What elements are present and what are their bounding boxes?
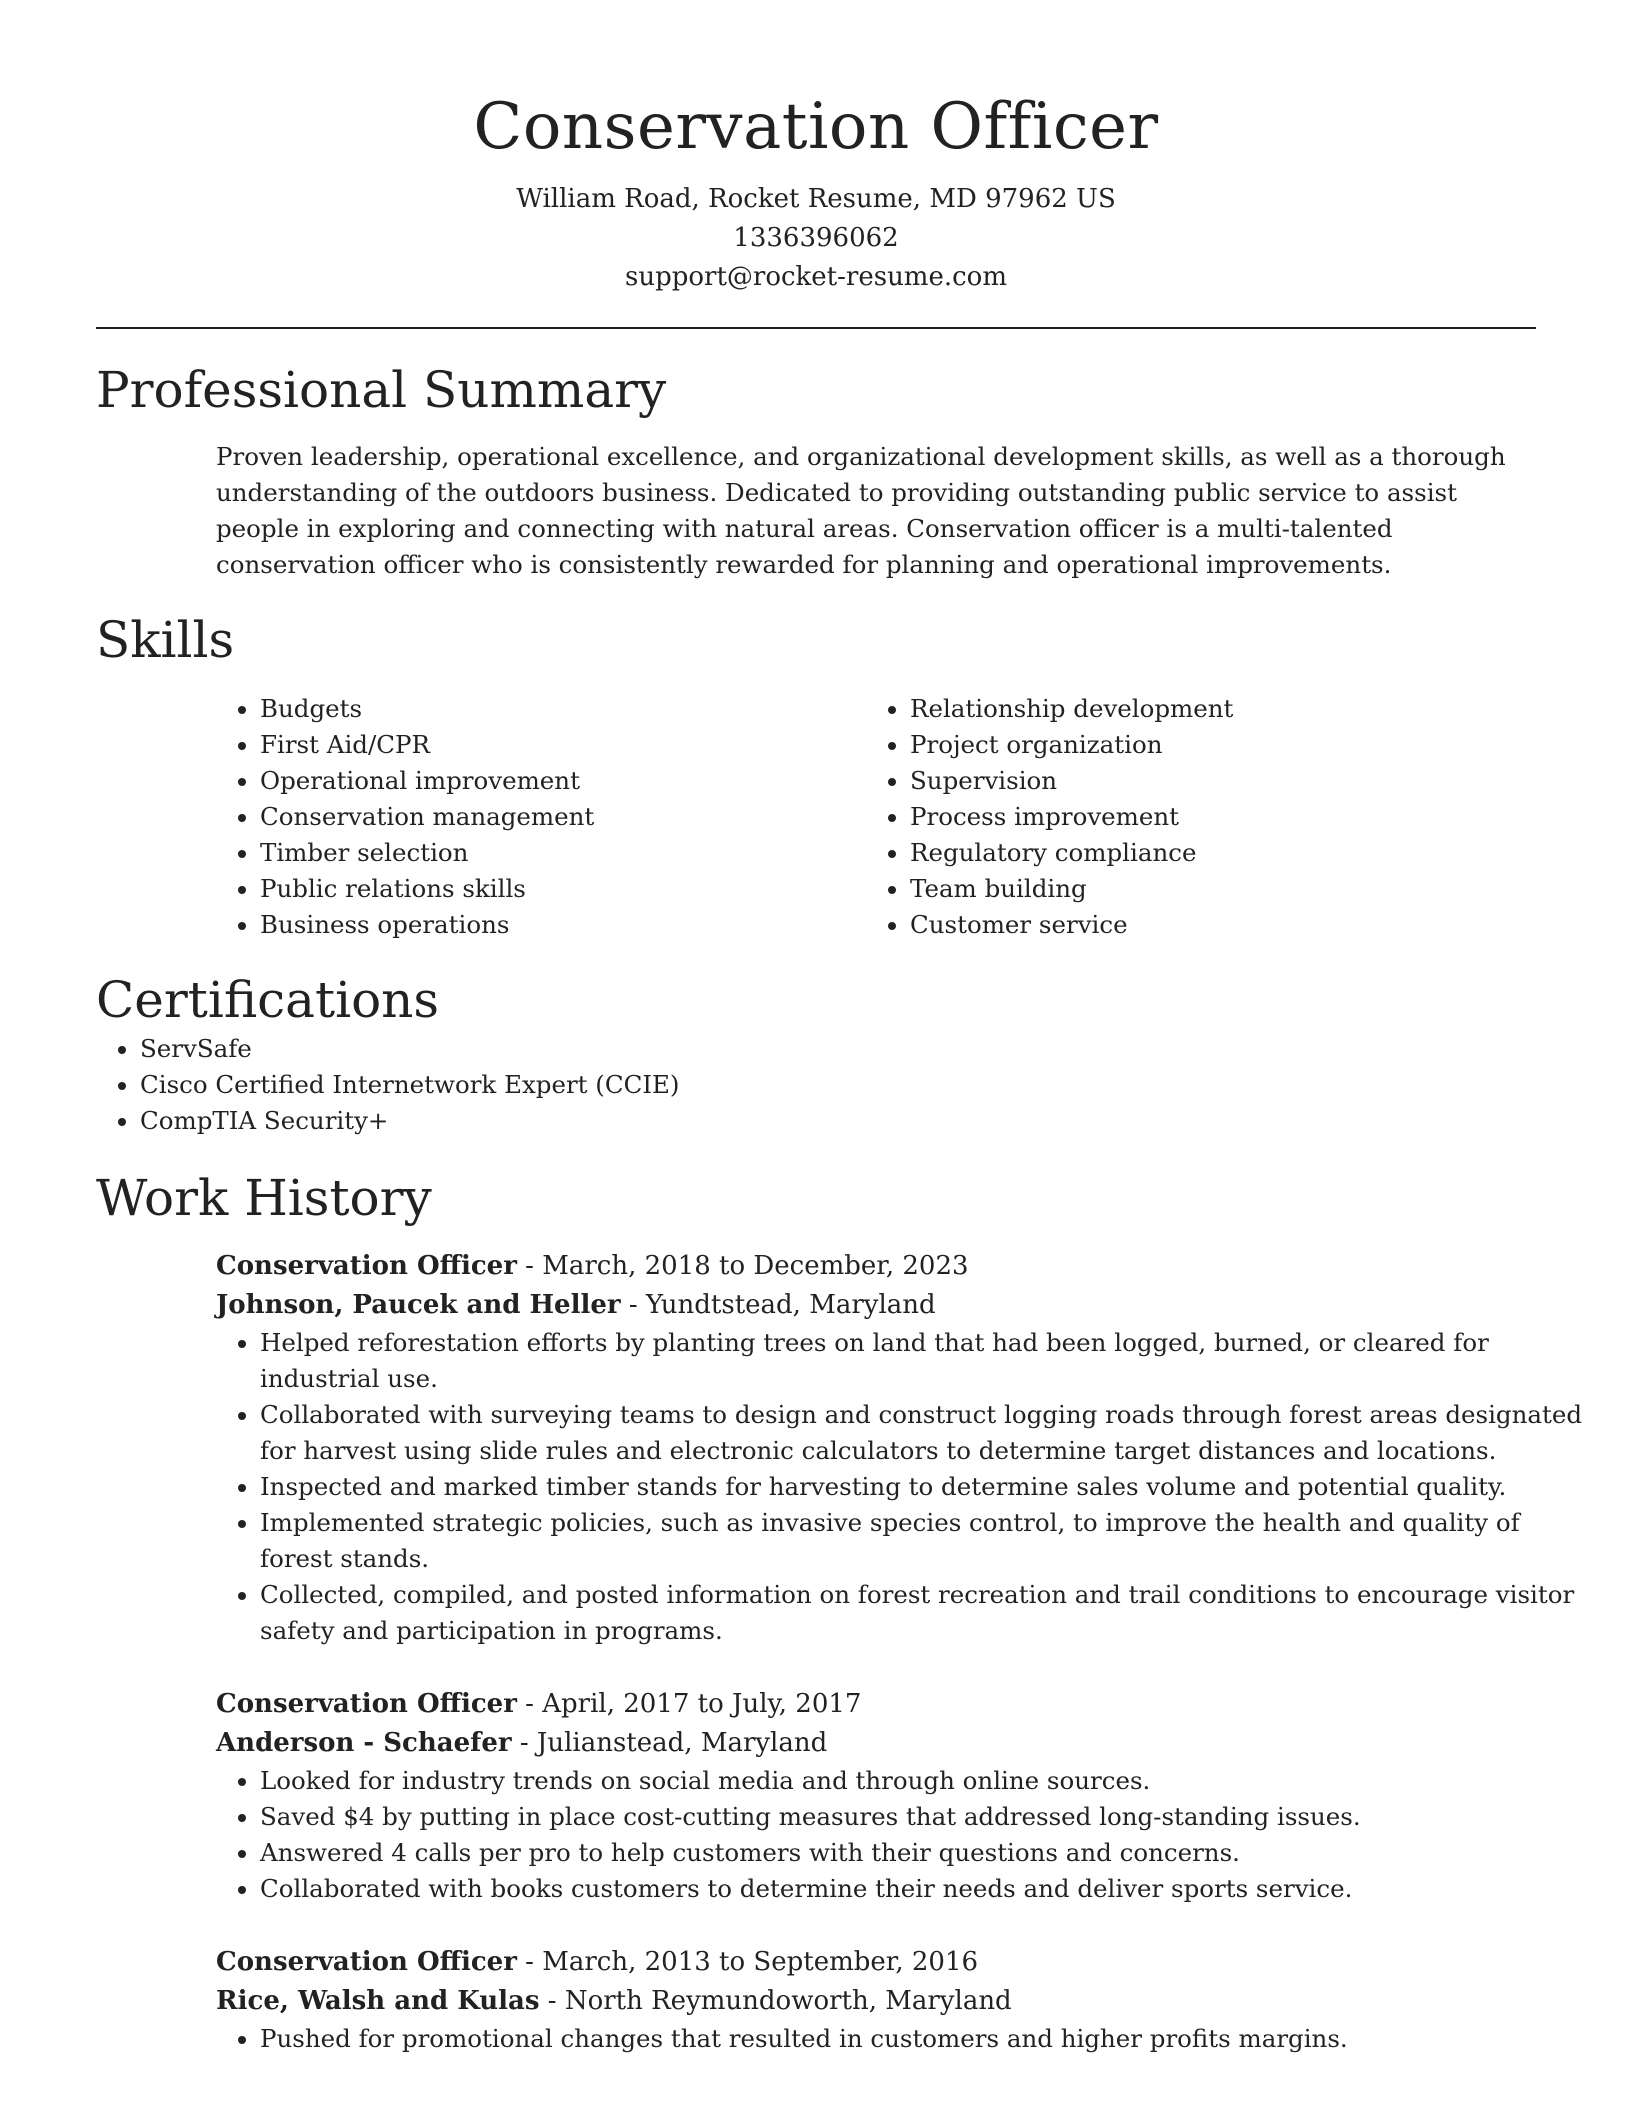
job-title-line: [216, 1685, 1536, 1724]
job-location: - Julianstead, Maryland: [511, 1728, 828, 1758]
summary-heading: Professional Summary: [96, 361, 667, 419]
job-duty: • Answered 4 calls per pro to help customers with their questions and concerns.: [260, 1835, 1590, 1871]
certifications-list: [96, 1031, 1536, 1139]
skill-item: • Customer service: [910, 907, 1516, 943]
job-duty: • Saved $4 by putting in place cost-cutting measures that addressed long-standing issues.: [260, 1799, 1590, 1835]
contact-email: support@rocket-resume.com: [624, 262, 1007, 292]
skill-item: • Public relations skills: [260, 871, 866, 907]
job-dates: - March, 2013 to September, 2016: [516, 1947, 979, 1977]
job-title: Conservation Officer: [216, 1251, 517, 1281]
job-dates: - April, 2017 to July, 2017: [516, 1689, 862, 1719]
certification-item: • CompTIA Security+: [140, 1103, 1536, 1139]
skill-item: • Conservation management: [260, 799, 866, 835]
job-location: - North Reymundoworth, Maryland: [539, 1986, 1012, 2016]
job-duty: • Collaborated with books customers to determine their needs and deliver sports service.: [260, 1871, 1590, 1907]
job-duty: • Helped reforestation efforts by planting trees on land that had been logged, burned, or cleared for industrial use.: [260, 1325, 1590, 1397]
skill-item: • First Aid/CPR: [260, 727, 866, 763]
job-company: Anderson - Schaefer: [216, 1728, 512, 1758]
contact-block: [96, 180, 1536, 297]
certification-item: • ServSafe: [140, 1031, 1536, 1067]
skill-item: • Budgets: [260, 691, 866, 727]
job-company: Rice, Walsh and Kulas: [216, 1986, 540, 2016]
job-duty: • Implemented strategic policies, such as invasive species control, to improve the health and quality of forest stands.: [260, 1505, 1590, 1577]
skill-item: • Timber selection: [260, 835, 866, 871]
skills-list-right: [866, 691, 1516, 943]
work-history-heading: Work History: [96, 1169, 432, 1227]
job-company: Johnson, Paucek and Heller: [216, 1290, 621, 1320]
job-duty: • Collected, compiled, and posted information on forest recreation and trail conditions to encourage visitor safety and participation in programs.: [260, 1577, 1590, 1649]
contact-phone: 1336396062: [733, 223, 899, 253]
certification-item: • Cisco Certified Internetwork Expert (CCIE): [140, 1067, 1536, 1103]
skill-item: • Relationship development: [910, 691, 1516, 727]
job-duty: • Pushed for promotional changes that resulted in customers and higher profits margins.: [260, 2021, 1590, 2057]
resume-name: Conservation Officer: [473, 90, 1159, 164]
resume-page: [96, 0, 1583, 2057]
job-entry: [216, 1247, 1583, 1649]
job-title: Conservation Officer: [216, 1689, 517, 1719]
skill-item: • Project organization: [910, 727, 1516, 763]
skill-item: • Business operations: [260, 907, 866, 943]
header-divider: [96, 327, 1536, 329]
job-title: Conservation Officer: [216, 1947, 517, 1977]
job-location: - Yundtstead, Maryland: [620, 1290, 936, 1320]
job-duties: [216, 1325, 1590, 1649]
job-duty: • Inspected and marked timber stands for harvesting to determine sales volume and potential quality.: [260, 1469, 1590, 1505]
job-entry: [216, 1685, 1536, 1907]
job-title-line: [216, 1943, 1536, 1982]
job-entry: [216, 1943, 1536, 2057]
job-duties: [216, 1763, 1590, 1907]
skills-heading: Skills: [96, 611, 235, 669]
job-duty: • Looked for industry trends on social media and through online sources.: [260, 1763, 1590, 1799]
job-title-line: [216, 1247, 1536, 1286]
job-company-line: [216, 1982, 1536, 2021]
skill-item: • Team building: [910, 871, 1516, 907]
job-company-line: [216, 1724, 1536, 1763]
contact-address: William Road, Rocket Resume, MD 97962 US: [516, 184, 1116, 214]
skill-item: • Supervision: [910, 763, 1516, 799]
skill-item: • Regulatory compliance: [910, 835, 1516, 871]
job-duty: • Collaborated with surveying teams to design and construct logging roads through forest areas designated for harvest using slide rules and electronic calculators to determine target distances and locations.: [260, 1397, 1590, 1469]
job-dates: - March, 2018 to December, 2023: [516, 1251, 969, 1281]
skill-item: • Operational improvement: [260, 763, 866, 799]
skills-columns: [216, 691, 1536, 943]
summary-text: Proven leadership, operational excellence, and organizational development skills, as well as a thorough understanding of the outdoors business. Dedicated to providing outstanding public service to assist people in exploring and connecting with natural areas. Conservation officer is a multi-talented conservation officer who is consistently rewarded for planning and operational improvements.: [216, 442, 1506, 579]
skills-list-left: [216, 691, 866, 943]
skill-item: • Process improvement: [910, 799, 1516, 835]
certifications-heading: Certifications: [96, 971, 440, 1029]
job-duties: [216, 2021, 1590, 2057]
job-company-line: [216, 1286, 1536, 1325]
